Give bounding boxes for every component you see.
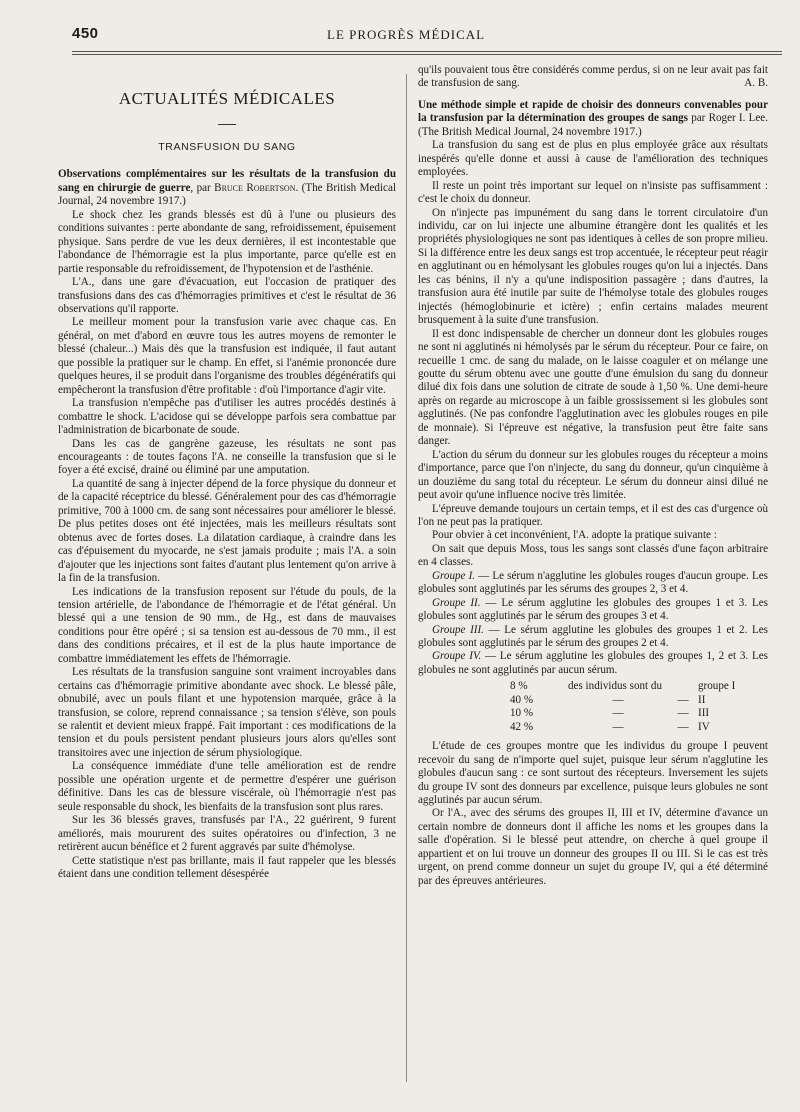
- article-author: Bruce Robertson: [214, 181, 296, 194]
- group-stats-table: [510, 680, 735, 734]
- subsection-title: TRANSFUSION DU SANG: [158, 141, 296, 153]
- paragraph: Le shock chez les grands blessés est dû à l'une ou plusieurs des conditions suivantes : perte abondante de sang, refroidissement, épuisement physique. Sans perdre de vue les deux dernières, il est incontestable que l'abondance de l'hémorragie est la plus importante, parce qu'elle est en partie responsable du refroidissement, de l'hypotension et de l'asthénie.: [58, 208, 396, 275]
- paragraph: L'épreuve demande toujours un certain temps, et il est des cas d'urgence où l'on ne peut pas la pratiquer.: [418, 502, 768, 528]
- paragraph: La transfusion n'empêche pas d'utiliser les autres procédés destinés à combattre le shock. L'acidose qui se développe parfois sera combattue par l'administration de bicarbonate de soude.: [58, 397, 396, 437]
- group-paragraph: [418, 597, 768, 624]
- left-column: [58, 80, 396, 881]
- stats-row: [510, 694, 735, 707]
- article2-by: par Roger I. Lee.: [688, 112, 768, 125]
- article-signature: A. B.: [744, 77, 768, 90]
- blood-groups-list: [418, 570, 768, 678]
- stats-pct: 40 %: [510, 693, 534, 706]
- paragraph: Cette statistique n'est pas brillante, mais il faut rappeler que les blessés étaient dans une condition tellement désespérée: [58, 854, 396, 881]
- group-description: — Le sérum agglutine les globules des groupes 1, 2 et 3. Les globules ne sont agglutinés par aucun sérum.: [418, 650, 769, 676]
- stats-group: groupe I: [698, 680, 736, 693]
- group-description: — Le sérum n'agglutine les globules rouges d'aucun groupe. Les globules sont agglutinés par les sérums des groupes 2, 3 et 4.: [418, 569, 768, 596]
- paragraph: L'action du sérum du donneur sur les globules rouges du récepteur a moins d'importance, parce que l'on n'injecte, du sang du donneur, qu'un cinquième à un douzième du sang total du récepteur. Le sérum du donneur ainsi dilué ne peut avoir qu'une influence nocive très limitée.: [418, 448, 768, 502]
- paragraph: Il est donc indispensable de chercher un donneur dont les globules rouges ne sont ni agglutinés ni hémolysés par le sérum du récepteur. Pour ce faire, on recueille 1 cmc. de sang du malade, on le laisse coaguler et on mélange une goutte du sérum obtenu avec une goutte d'une émulsion du sang du donneur dilué dix fois dans une solution de citrate de soude à 1,50 %. Une demi-heure après on regarde au microscope à un faible grossissement si les globules sont agglutinés. (Ne pas confondre l'agglutination avec les globules rouges en pile de monnaie). Si l'épreuve est négative, la transfusion peut être faite sans danger.: [418, 327, 768, 448]
- paragraph: Les indications de la transfusion reposent sur l'étude du pouls, de la tension artérielle, de l'abondance de l'hémorragie et de l'état général. Un blessé qui a une tension de 90 mm., de Hg., est dans de mauvaises conditions pour être opéré ; si sa tension est au-dessous de 70 mm., il est dans des conditions précaires, et il est de la plus haute importance de combattre immédiatement les effets de l'hémorragie.: [58, 585, 396, 665]
- stats-group: IV: [698, 720, 710, 733]
- article2-heading: [418, 99, 768, 139]
- paragraph: Les résultats de la transfusion sanguine sont vraiment incroyables dans certains cas d'hémorragie primitive abondante avec shock. Le blessé pâle, obnubilé, avec un pouls filant et une hypotension marquée, grâce à la transfusion, se colore, reprend connaissance ; sa tension s'élève, son pouls se ralentit et devient mieux frappé. Fait important : ces modifications de la tension et du pouls persistent pendant plusieurs jours alors qu'elles sont transitoires avec une injection de sérum physiologique.: [58, 666, 396, 759]
- paragraph: La conséquence immédiate d'une telle amélioration est de rendre possible une opération urgente et de permettre d'espérer une guérison définitive. Dans les cas de blessure viscérale, où l'hémorragie n'est pas seule responsable du shock, les bienfaits de la transfusion sont plus rares.: [58, 760, 396, 813]
- article2-title: Une méthode simple et rapide de choisir des donneurs convenables pour la transfusion par la détermination des groupes de sangs: [418, 98, 768, 125]
- article-title: Observations complémentaires sur les résultats de la transfusion du sang en chirurgie de guerre: [58, 168, 396, 194]
- paragraph: On n'injecte pas impunément du sang dans le torrent circulatoire d'un individu, car on lui injecte une albumine étrangère dont les qualités et les propriétés physiologiques ne sont pas identiques à celles de son propre milieu. Si la différence entre les deux sangs est trop accentuée, le récepteur peut réagir en agglutinant ou en hémolysant les globules rouges qu'on lui a injectés. Dans les cas bénins, il n'y a qu'une indisposition passagère ; dans d'autres, la transfusion aura été inutile par suite de l'hémolyse totale des globules rouges injectés (hémoglobinurie et ictère) ; enfin certains malades meurent brusquement à la suite d'une transfusion.: [418, 206, 768, 327]
- right-column: [418, 64, 768, 888]
- group-paragraph: [418, 650, 768, 677]
- paragraph: La quantité de sang à injecter dépend de la force physique du donneur et de la capacité réceptrice du blessé. Généralement pour des cas d'hémorragie primitive, 700 à 1000 cm. de sang sont nécessaires pour améliorer le blessé. De plus petites doses ont été injectées, mais les meilleurs résultats sont obtenus avec de fortes doses. La dilatation cardiaque, à craindre dans les cas d'épuisement du myocarde, ne s'est jamais produite ; mais l'A. a soin d'ajouter que les injections sont faites d'autant plus lentement qu'on arrive à la fin de la transfusion.: [58, 477, 396, 585]
- header-rule-double: [72, 54, 782, 55]
- stats-label: —: [612, 707, 624, 720]
- stats-mid: —: [677, 720, 689, 733]
- stats-pct: 10 %: [510, 707, 534, 720]
- stats-group: III: [698, 707, 710, 720]
- article-continuation: qu'ils pouvaient tous être considérés comme perdus, si on ne leur avait pas fait de transfusion de sang. A. B.: [418, 64, 768, 90]
- paragraph: Il reste un point très important sur lequel on n'insiste pas suffisamment : c'est le choix du donneur.: [418, 179, 768, 206]
- article-body: [58, 209, 396, 882]
- column-divider: [406, 74, 407, 1082]
- group-label: Groupe IV.: [432, 650, 482, 663]
- paragraph: Or l'A., avec des sérums des groupes II, III et IV, détermine d'avance un certain nombre de donneurs dont il affiche les noms et les groupes dans la salle d'opération. Si le blessé peut attendre, on cherche à quel groupe il appartient et on lui trouve un donneur des groupes II ou III. Si le cas est très urgent, on prend comme donneur un sujet du groupe IV, qui a été déterminé par des épreuves antérieures.: [418, 807, 768, 887]
- paragraph: Sur les 36 blessés graves, transfusés par l'A., 22 guérirent, 9 furent améliorés, mais moururent des suites opératoires ou d'infection, 3 ne retirèrent aucun bénéfice et 2 furent aggravés par suite d'hémolyse.: [58, 814, 396, 854]
- group-description: — Le sérum agglutine les globules des groupes 1 et 3. Les globules sont agglutinés par le sérum des groupes 3 et 4.: [418, 596, 769, 623]
- group-description: — Le sérum agglutine les globules des groupes 1 et 2. Les globules sont agglutinés par le sérum des groupes 2 et 4.: [418, 623, 768, 650]
- page-number: 450: [72, 25, 99, 42]
- stats-mid: —: [677, 707, 689, 720]
- group-paragraph: [418, 624, 768, 651]
- stats-row: [510, 721, 735, 734]
- stats-mid: —: [677, 693, 689, 706]
- stats-label: —: [612, 720, 624, 733]
- article2-reference: (The British Medical Journal, 24 novembre 1917.): [418, 125, 642, 138]
- stats-row: [510, 707, 735, 720]
- paragraph: Le meilleur moment pour la transfusion varie avec chaque cas. En général, on met d'abord en œuvre tous les autres moyens de remonter le blessé (chaleur...) Mais dès que la transfusion est indiquée, il faut autant que possible la pratiquer sur le champ. En effet, si l'anémie prononcée dure quelques heures, il se produit dans l'organisme des troubles dégénératifs qui empêcheront la transfusion d'être profitable : d'où l'importance d'agir vite.: [58, 316, 396, 396]
- article-heading: [58, 168, 396, 208]
- stats-pct: 42 %: [510, 720, 534, 733]
- group-label: Groupe III.: [432, 623, 484, 636]
- article-reference: . (The British Medical Journal, 24 novembre 1917.): [58, 181, 396, 208]
- stats-pct: 8 %: [510, 680, 528, 693]
- stats-group: II: [698, 693, 706, 706]
- paragraph: Pour obvier à cet inconvénient, l'A. adopte la pratique suivante :: [432, 529, 717, 542]
- stats-mid: [668, 680, 698, 693]
- page-header: [72, 22, 782, 50]
- paragraph: L'étude de ces groupes montre que les individus du groupe I peuvent recevoir du sang de n'importe quel sujet, puisque leur sérum n'agglutine les globules d'aucun sang : ce sont surtout des récepteurs. Inversement les sujets du groupe IV sont des donneurs par excellence, puisque leurs globules ne sont agglutinés par aucun sérum.: [418, 740, 768, 807]
- paragraph: L'A., dans une gare d'évacuation, eut l'occasion de pratiquer des transfusions dans des cas d'hémorragies primitives et c'est le résultat de 36 observations qu'il rapporte.: [58, 276, 396, 315]
- group-paragraph: [418, 570, 768, 597]
- stats-row: [510, 680, 735, 693]
- article2-body: [418, 139, 768, 570]
- paragraph: On sait que depuis Moss, tous les sangs sont classés d'une façon arbitraire en 4 classes.: [418, 542, 768, 569]
- journal-title: LE PROGRÈS MÉDICAL: [327, 27, 486, 42]
- paragraph: Dans les cas de gangrène gazeuse, les résultats ne sont pas encourageants : de toutes façons l'A. ne conseille la transfusion que si le foyer a été excisé, drainé ou éliminé par une amputation.: [58, 437, 396, 477]
- article2-conclusion: [418, 740, 768, 888]
- section-separator: [218, 124, 236, 125]
- section-title: ACTUALITÉS MÉDICALES: [118, 89, 336, 108]
- header-rule: [72, 51, 782, 52]
- stats-label: des individus sont du: [568, 680, 662, 693]
- stats-label: —: [612, 693, 624, 706]
- paragraph: La transfusion du sang est de plus en plus employée grâce aux résultats inespérés qu'elle donne et aussi à cause de l'amélioration des techniques employées.: [418, 139, 768, 179]
- group-label: Groupe II.: [432, 596, 481, 609]
- group-label: Groupe I.: [432, 569, 476, 582]
- article-by: , par: [190, 181, 215, 194]
